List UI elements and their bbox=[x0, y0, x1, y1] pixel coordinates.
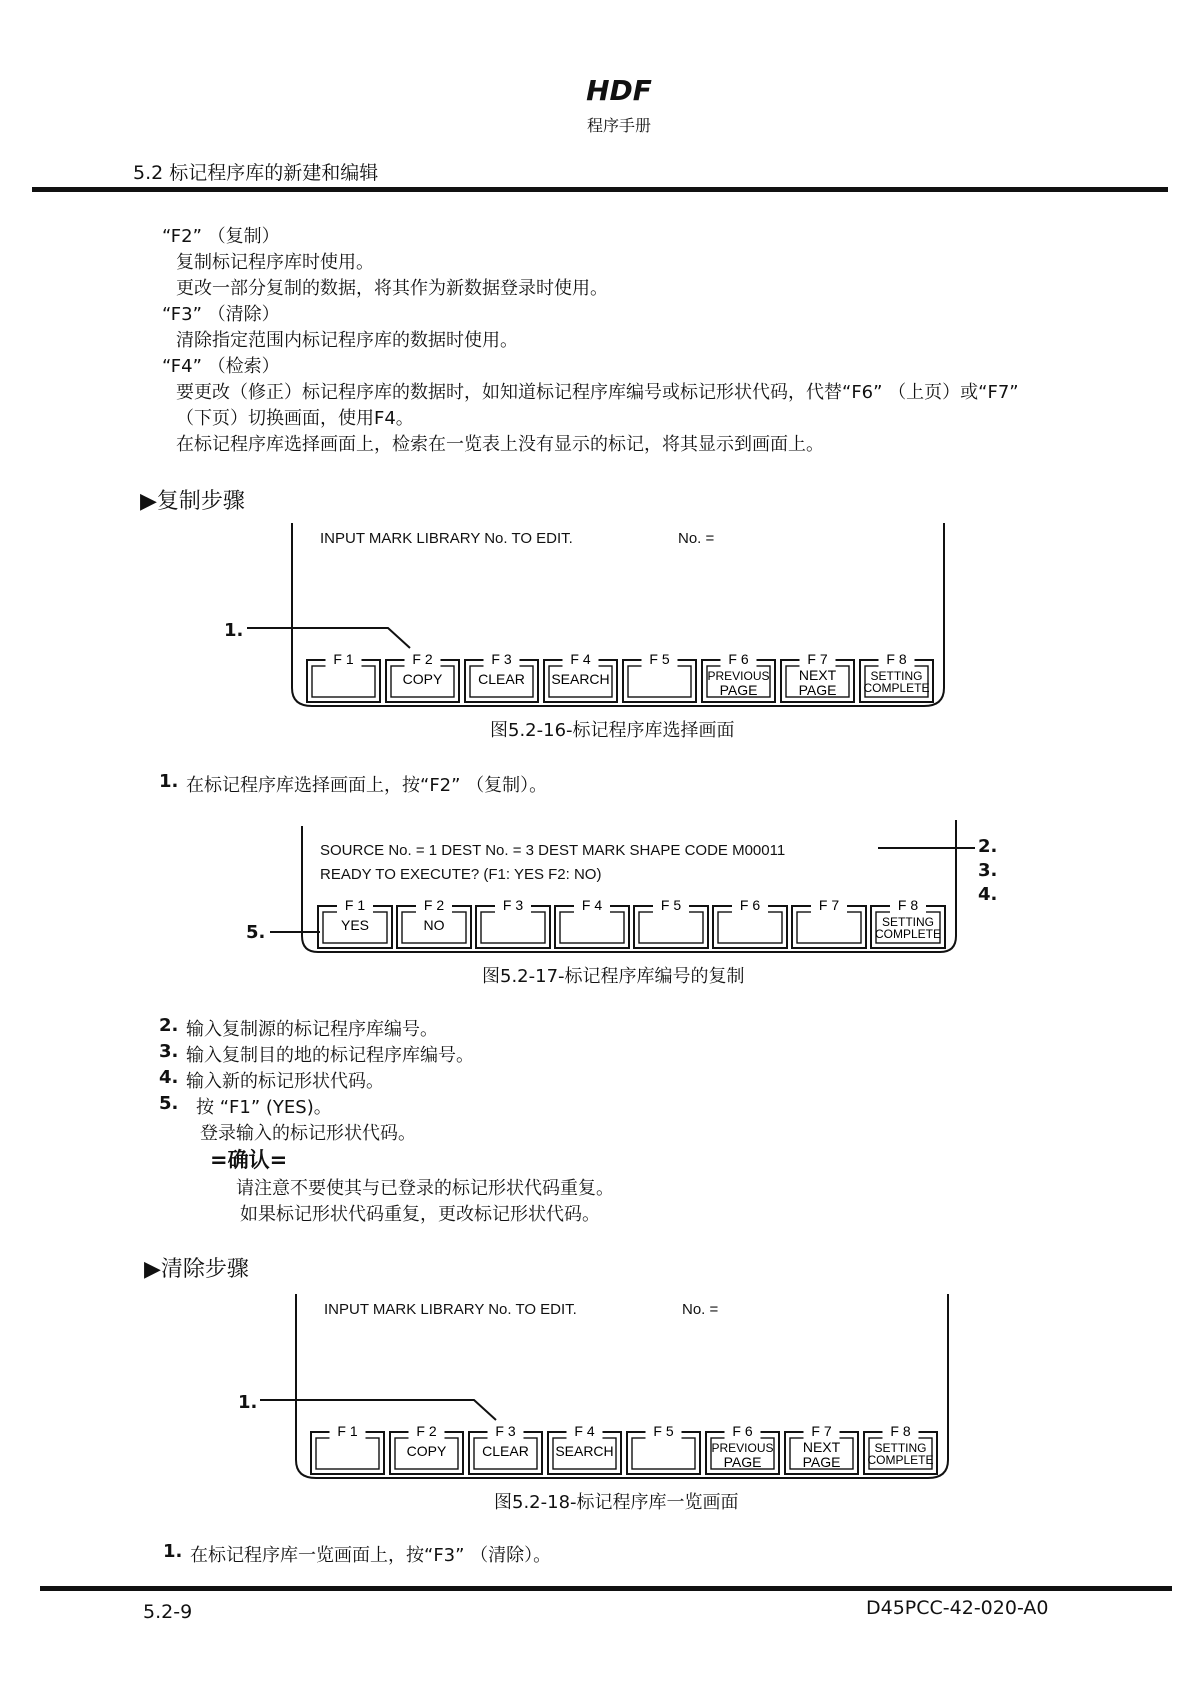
softkey-2 bbox=[397, 896, 471, 948]
softkey-key-label: F 1 bbox=[333, 651, 354, 667]
softkey-function-label: NEXT bbox=[798, 667, 837, 683]
clear-step-1-text: 在标记程序库一览画面上，按“F3” （清除）。 bbox=[190, 1545, 552, 1566]
f3-heading: “F3” （清除） bbox=[162, 304, 280, 325]
screen1-no-field: No. = bbox=[678, 530, 715, 547]
softkey-key-label: F 2 bbox=[423, 897, 445, 913]
confirm-line: 如果标记形状代码重复，更改标记形状代码。 bbox=[240, 1204, 600, 1225]
softkey-key-label: F 3 bbox=[491, 651, 512, 667]
softkey-key-label: F 7 bbox=[811, 1423, 832, 1439]
softkey-key-label: F 6 bbox=[739, 897, 761, 913]
softkey-function-label: PAGE bbox=[719, 682, 758, 698]
screen1-callout: 1. bbox=[224, 620, 244, 641]
figure-caption-18: 图5.2-18-标记程序库一览画面 bbox=[494, 1492, 739, 1513]
screen2-confirm-line: READY TO EXECUTE? (F1: YES F2: NO) bbox=[320, 866, 602, 883]
f4-desc-line: （下页）切换画面，使用F4。 bbox=[176, 408, 414, 429]
section-title: 5.2 标记程序库的新建和编辑 bbox=[133, 162, 379, 184]
softkey-function-label: PAGE bbox=[798, 682, 837, 698]
screen2-callout: 3. bbox=[978, 860, 998, 881]
copy-step-text: 输入新的标记形状代码。 bbox=[186, 1071, 384, 1092]
softkey-inner-frame bbox=[639, 912, 703, 943]
softkey-inner-frame bbox=[316, 1438, 379, 1469]
softkey-key-label: F 7 bbox=[818, 897, 840, 913]
softkey-1 bbox=[307, 650, 380, 702]
figure-caption-17: 图5.2-17-标记程序库编号的复制 bbox=[482, 966, 745, 987]
softkey-8 bbox=[864, 1422, 937, 1474]
manual-subtitle: 程序手册 bbox=[586, 116, 651, 135]
softkey-function-label: PREVIOUS bbox=[711, 1441, 774, 1455]
softkey-key-label: F 7 bbox=[807, 651, 828, 667]
f2-heading: “F2” （复制） bbox=[162, 226, 280, 247]
f4-desc-line: 在标记程序库选择画面上，检索在一览表上没有显示的标记，将其显示到画面上。 bbox=[176, 434, 824, 455]
figure-caption-16: 图5.2-16-标记程序库选择画面 bbox=[490, 720, 735, 741]
copy-procedure-title: ▶复制步骤 bbox=[140, 489, 245, 514]
copy-step-number: 2. bbox=[159, 1015, 179, 1036]
softkey-row-2 bbox=[318, 896, 945, 948]
softkey-2 bbox=[386, 650, 459, 702]
callout-leader-1 bbox=[247, 628, 410, 648]
softkey-4 bbox=[555, 896, 629, 948]
f2-desc-line: 复制标记程序库时使用。 bbox=[176, 252, 374, 273]
clear-step-1-number: 1. bbox=[163, 1541, 183, 1562]
softkey-3 bbox=[476, 896, 550, 948]
softkey-4 bbox=[548, 1422, 621, 1474]
f3-desc-line: 清除指定范围内标记程序库的数据时使用。 bbox=[176, 330, 518, 351]
copy-step-text: 按 “F1” (YES)。 bbox=[196, 1097, 332, 1118]
screen3-callout: 1. bbox=[238, 1392, 258, 1413]
softkey-inner-frame bbox=[481, 912, 545, 943]
softkey-row-3 bbox=[311, 1422, 937, 1474]
softkey-function-label: SEARCH bbox=[551, 671, 610, 687]
softkey-key-label: F 4 bbox=[581, 897, 603, 913]
screen2-callout: 4. bbox=[978, 884, 998, 905]
softkey-6 bbox=[702, 650, 775, 702]
softkey-key-label: F 3 bbox=[502, 897, 524, 913]
softkey-function-label: COMPLETE bbox=[867, 1453, 934, 1467]
softkey-function-label: CLEAR bbox=[478, 671, 525, 687]
softkey-key-label: F 8 bbox=[890, 1423, 911, 1439]
screen2-status-line: SOURCE No. = 1 DEST No. = 3 DEST MARK SHAPE CODE M00011 bbox=[320, 842, 786, 859]
softkey-key-label: F 1 bbox=[344, 897, 366, 913]
softkey-function-label: COMPLETE bbox=[874, 927, 942, 941]
softkey-inner-frame bbox=[632, 1438, 695, 1469]
page-number: 5.2-9 bbox=[143, 1601, 193, 1623]
clear-procedure-title: ▶清除步骤 bbox=[144, 1257, 249, 1282]
softkey-7 bbox=[785, 1422, 858, 1474]
softkey-function-label: NEXT bbox=[802, 1439, 841, 1455]
softkey-function-label: COMPLETE bbox=[863, 681, 930, 695]
copy-step-number: 3. bbox=[159, 1041, 179, 1062]
screen3-prompt: INPUT MARK LIBRARY No. TO EDIT. bbox=[324, 1301, 577, 1318]
screen1-prompt: INPUT MARK LIBRARY No. TO EDIT. bbox=[320, 530, 573, 547]
copy-step-number: 5. bbox=[159, 1093, 179, 1114]
softkey-8 bbox=[871, 896, 945, 948]
softkey-function-label: SETTING bbox=[881, 915, 935, 929]
softkey-key-label: F 6 bbox=[732, 1423, 753, 1439]
confirm-line: 请注意不要使其与已登录的标记形状代码重复。 bbox=[236, 1178, 614, 1199]
softkey-function-label: NO bbox=[423, 917, 445, 933]
softkey-key-label: F 5 bbox=[660, 897, 682, 913]
softkey-5 bbox=[623, 650, 696, 702]
softkey-key-label: F 5 bbox=[653, 1423, 674, 1439]
f2-desc-line: 更改一部分复制的数据，将其作为新数据登录时使用。 bbox=[176, 278, 608, 299]
softkey-function-label: SETTING bbox=[874, 1441, 927, 1455]
f4-heading: “F4” （检索） bbox=[162, 356, 280, 377]
softkey-key-label: F 8 bbox=[897, 897, 919, 913]
copy-step-text: 输入复制源的标记程序库编号。 bbox=[186, 1019, 438, 1040]
document-code: D45PCC-42-020-A0 bbox=[866, 1597, 1049, 1619]
softkey-6 bbox=[706, 1422, 779, 1474]
softkey-inner-frame bbox=[312, 666, 375, 697]
softkey-function-label: SETTING bbox=[870, 669, 923, 683]
softkey-key-label: F 2 bbox=[416, 1423, 437, 1439]
softkey-1 bbox=[311, 1422, 384, 1474]
softkey-inner-frame bbox=[628, 666, 691, 697]
confirm-title: =确认= bbox=[210, 1148, 288, 1172]
copy-step-number: 4. bbox=[159, 1067, 179, 1088]
softkey-inner-frame bbox=[560, 912, 624, 943]
softkey-key-label: F 4 bbox=[574, 1423, 595, 1439]
brand-title: HDF bbox=[586, 74, 652, 107]
softkey-7 bbox=[792, 896, 866, 948]
softkey-key-label: F 2 bbox=[412, 651, 433, 667]
softkey-function-label: CLEAR bbox=[482, 1443, 529, 1459]
softkey-inner-frame bbox=[718, 912, 782, 943]
softkey-3 bbox=[469, 1422, 542, 1474]
softkey-6 bbox=[713, 896, 787, 948]
softkey-key-label: F 3 bbox=[495, 1423, 516, 1439]
softkey-5 bbox=[634, 896, 708, 948]
softkey-3 bbox=[465, 650, 538, 702]
softkey-7 bbox=[781, 650, 854, 702]
softkey-4 bbox=[544, 650, 617, 702]
softkey-function-label: PAGE bbox=[802, 1454, 841, 1470]
copy-step-5-detail: 登录输入的标记形状代码。 bbox=[200, 1123, 416, 1144]
f4-desc-line: 要更改（修正）标记程序库的数据时，如知道标记程序库编号或标记形状代码，代替“F6” （上页）或“F7” bbox=[176, 382, 1019, 403]
copy-step-1-number: 1. bbox=[159, 771, 179, 792]
softkey-function-label: PREVIOUS bbox=[707, 669, 770, 683]
softkey-function-label: YES bbox=[340, 917, 370, 933]
softkey-row-1 bbox=[307, 650, 933, 702]
softkey-1 bbox=[318, 896, 392, 948]
footer-rule bbox=[40, 1586, 1172, 1591]
softkey-5 bbox=[627, 1422, 700, 1474]
screen2-callout: 2. bbox=[978, 836, 998, 857]
copy-step-1-text: 在标记程序库选择画面上，按“F2” （复制）。 bbox=[186, 775, 548, 796]
softkey-inner-frame bbox=[797, 912, 861, 943]
softkey-key-label: F 6 bbox=[728, 651, 749, 667]
softkey-function-label: PAGE bbox=[723, 1454, 762, 1470]
screen2-callout: 5. bbox=[246, 922, 266, 943]
screen3-no-field: No. = bbox=[682, 1301, 719, 1318]
softkey-key-label: F 4 bbox=[570, 651, 591, 667]
softkey-key-label: F 8 bbox=[886, 651, 907, 667]
softkey-key-label: F 1 bbox=[337, 1423, 358, 1439]
softkey-function-label: COPY bbox=[406, 1443, 447, 1459]
softkey-function-label: SEARCH bbox=[555, 1443, 614, 1459]
softkey-8 bbox=[860, 650, 933, 702]
softkey-key-label: F 5 bbox=[649, 651, 670, 667]
softkey-2 bbox=[390, 1422, 463, 1474]
copy-step-text: 输入复制目的地的标记程序库编号。 bbox=[186, 1045, 474, 1066]
softkey-function-label: COPY bbox=[402, 671, 443, 687]
